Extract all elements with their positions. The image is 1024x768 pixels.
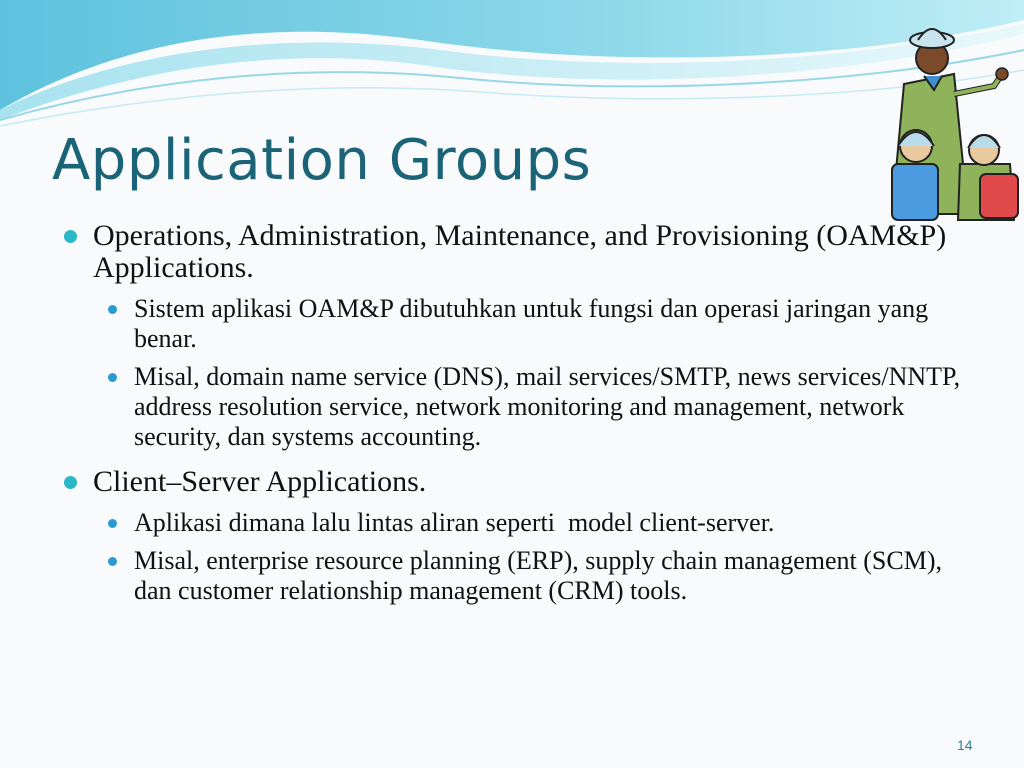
bullet-item <box>62 220 972 284</box>
sub-bullet-text: Misal, domain name service (DNS), mail services/SMTP, news services/NNTP, address resolution service, network monitoring and management, network security, dan systems accounting. <box>134 362 961 451</box>
sub-bullet-item <box>103 294 972 354</box>
bullet-dot-icon <box>64 476 77 489</box>
sub-bullet-dot-icon <box>108 519 117 528</box>
sub-bullet-text: Sistem aplikasi OAM&P dibutuhkan untuk fungsi dan operasi jaringan yang benar. <box>134 294 929 353</box>
sub-bullet-text: Misal, enterprise resource planning (ERP), supply chain management (SCM), dan customer relationship management (CRM) tools. <box>134 546 942 605</box>
sub-bullet-item <box>103 362 972 452</box>
sub-bullet-dot-icon <box>108 305 117 314</box>
bullet-text: Client–Server Applications. <box>93 465 427 498</box>
sub-bullet-dot-icon <box>108 373 117 382</box>
sub-bullet-dot-icon <box>108 557 117 566</box>
hikers-clipart <box>884 14 1024 224</box>
slide-content <box>62 220 972 614</box>
page-number: 14 <box>957 737 973 753</box>
bullet-dot-icon <box>64 230 77 243</box>
bullet-text: Operations, Administration, Maintenance, and Provisioning (OAM&P) Applications. <box>93 219 947 284</box>
slide-title: Application Groups <box>52 128 592 193</box>
sub-bullet-item <box>103 508 972 538</box>
bullet-item <box>62 466 972 498</box>
sub-bullet-item <box>103 546 972 606</box>
header-wave-decoration <box>0 0 1024 130</box>
sub-bullet-text: Aplikasi dimana lalu lintas aliran seperti model client-server. <box>134 508 775 537</box>
